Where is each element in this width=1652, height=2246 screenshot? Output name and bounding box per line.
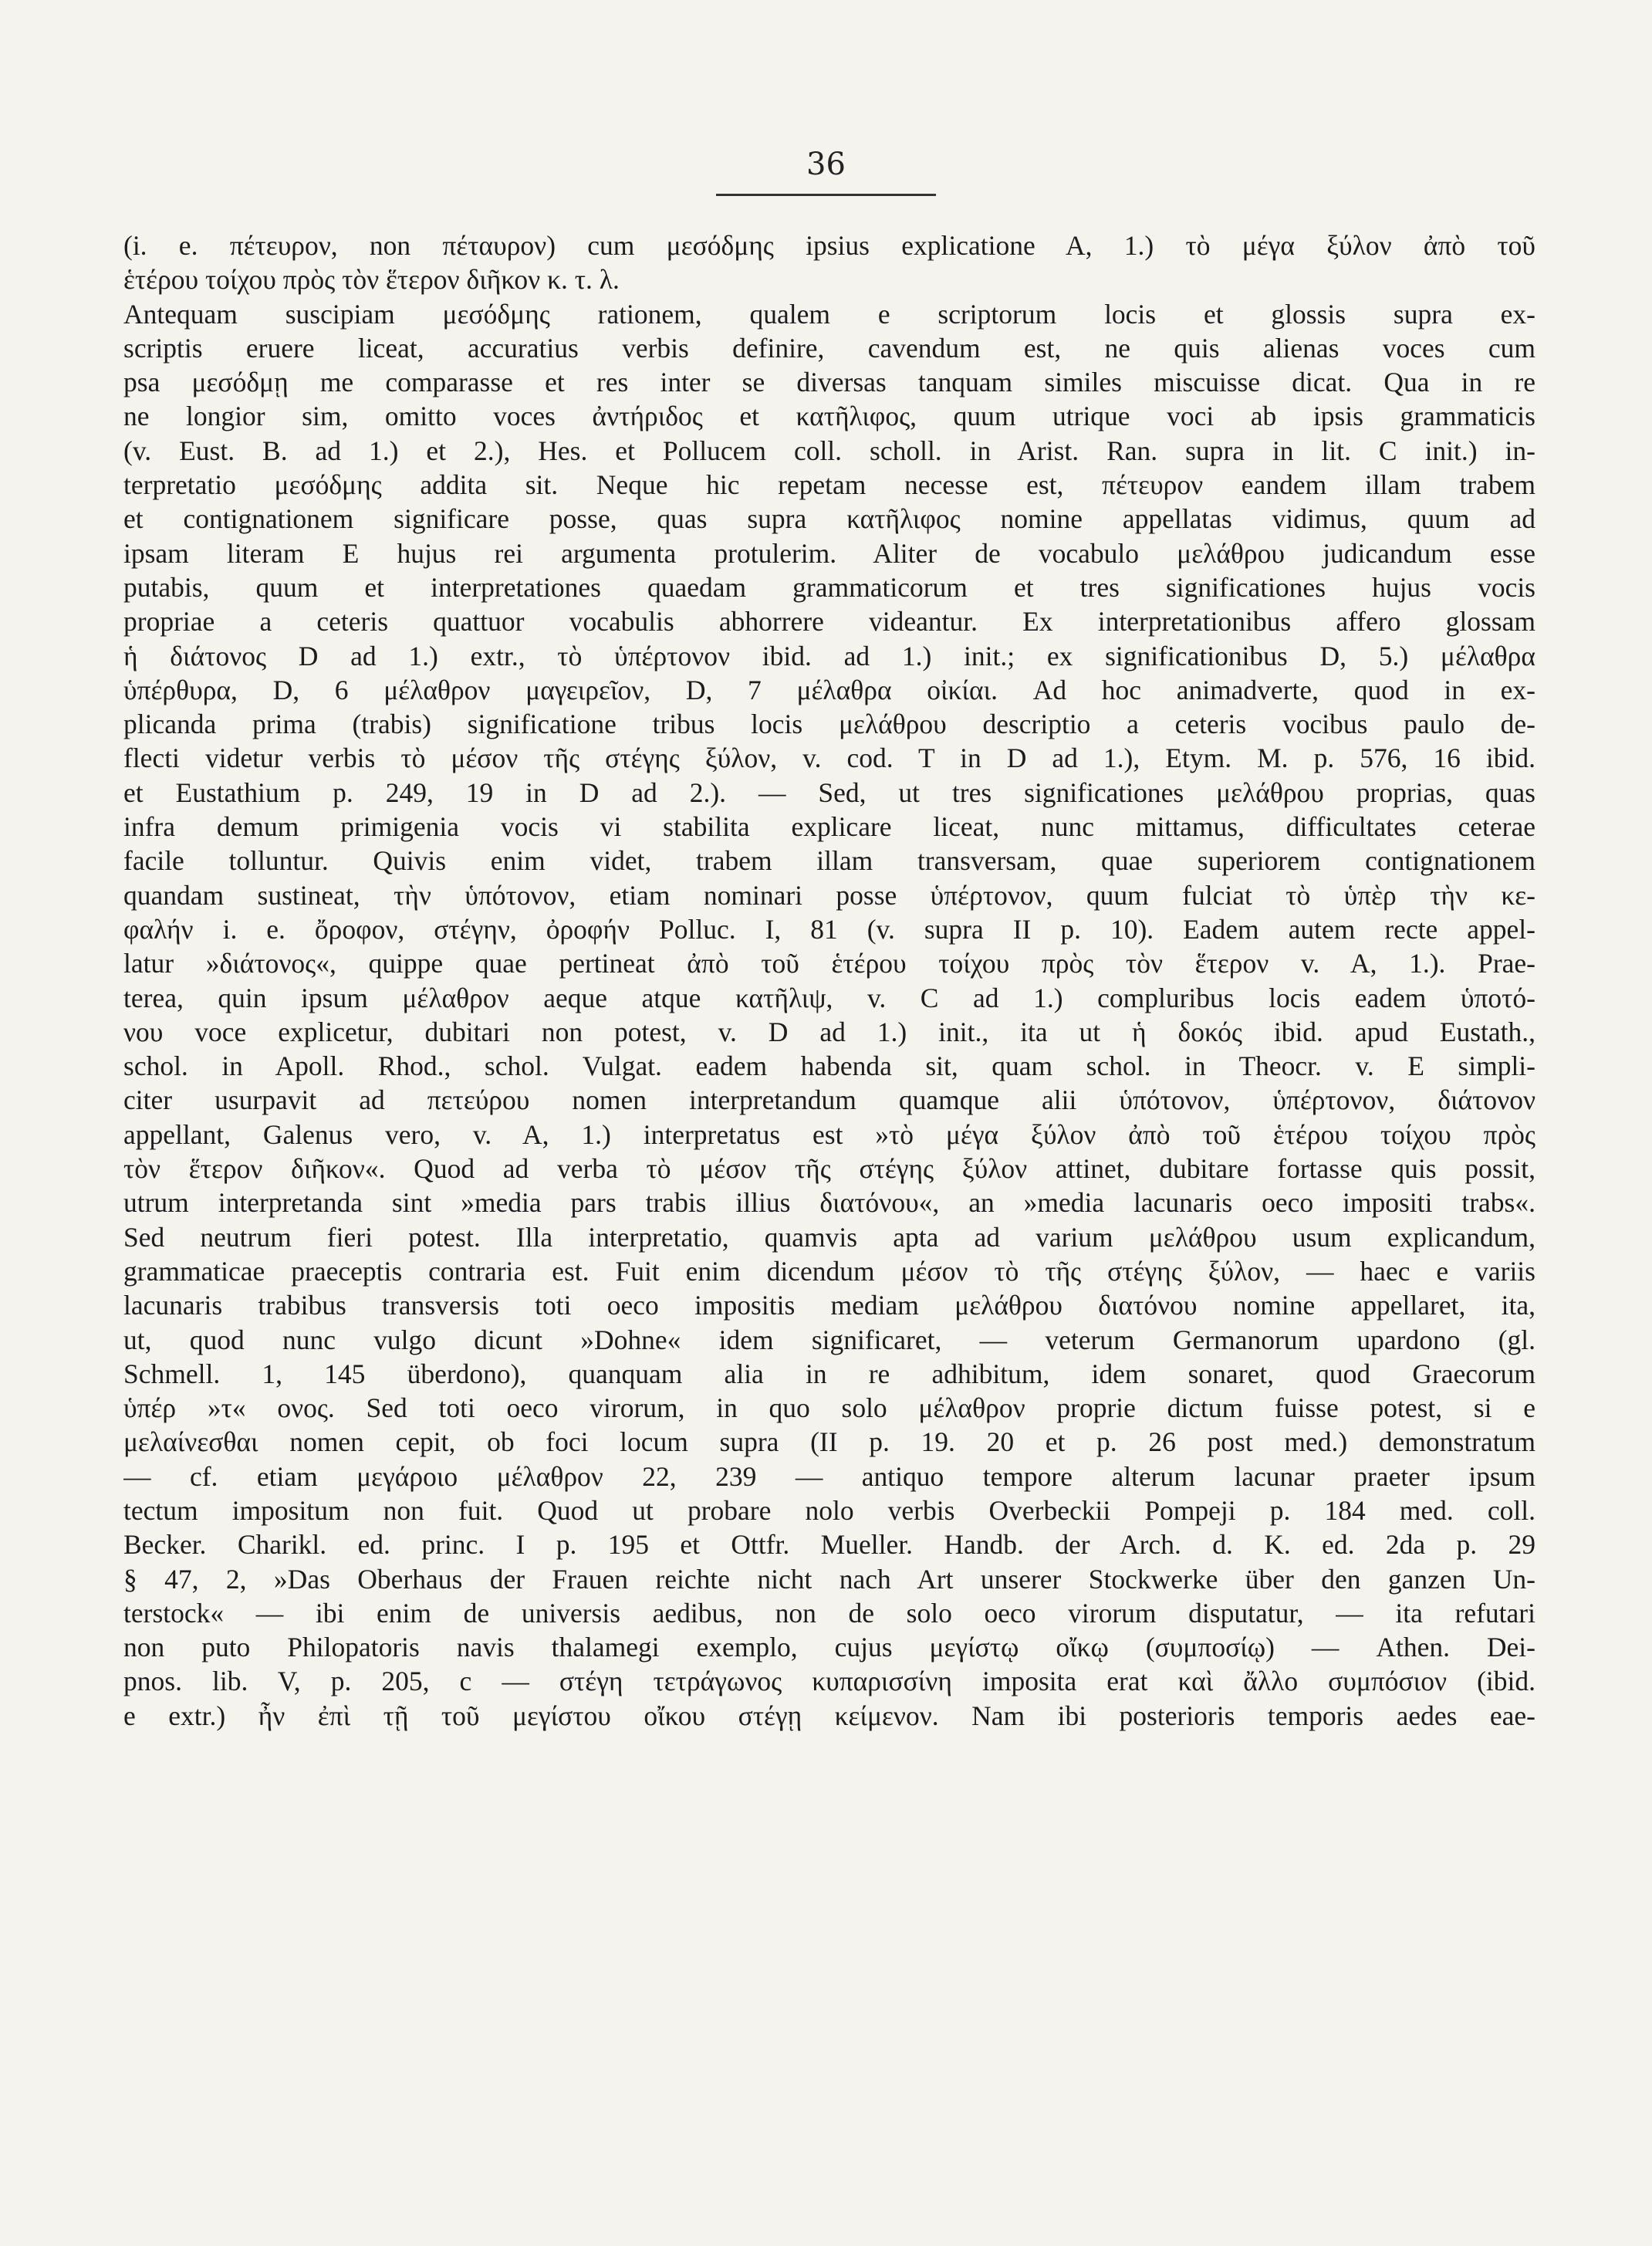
text-line: φαλήν i. e. ὄροφον, στέγην, ὀροφήν Polluc. I, 81 (v. supra II p. 10). Eadem autem recte appel- xyxy=(123,913,1535,945)
text-line: grammaticae praeceptis contraria est. Fuit enim dicendum μέσον τὸ τῆς στέγης ξύλον, — haec e variis xyxy=(123,1255,1535,1287)
page-number: 36 xyxy=(806,147,846,182)
text-line: non puto Philopatoris navis thalamegi exemplo, cujus μεγίστῳ οἴκῳ (συμποσίῳ) — Athen. Dei- xyxy=(123,1632,1535,1663)
text-line: pnos. lib. V, p. 205, c — στέγη τετράγωνος κυπαρισσίνη imposita erat καὶ ἄλλο συμπόσιον (ibid. xyxy=(123,1666,1535,1697)
text-line: ne longior sim, omitto voces ἀντήριδος et κατῆλιφος, quum utrique voci ab ipsis grammaticis xyxy=(123,401,1535,432)
text-line: Becker. Charikl. ed. princ. I p. 195 et Ottfr. Mueller. Handb. der Arch. d. K. ed. 2da p. 29 xyxy=(123,1529,1535,1561)
text-line: ipsam literam E hujus rei argumenta protulerim. Aliter de vocabulo μελάθρου judicandum esse xyxy=(123,537,1535,569)
text-line: tectum impositum non fuit. Quod ut probare nolo verbis Overbeckii Pompeji p. 184 med. coll. xyxy=(123,1494,1535,1526)
text-line: ὑπέρ »τ« ονος. Sed toti oeco virorum, in quo solo μέλαθρον proprie dictum fuisse potest, si e xyxy=(123,1392,1535,1424)
text-line: infra demum primigenia vocis vi stabilita explicare liceat, nunc mittamus, difficultates ceterae xyxy=(123,811,1535,843)
text-line: Sed neutrum fieri potest. Illa interpretatio, quamvis apta ad varium μελάθρου usum explicandum, xyxy=(123,1221,1535,1253)
text-line: psa μεσόδμῃ me comparasse et res inter se diversas tanquam similes miscuisse dicat. Qua in re xyxy=(123,367,1535,398)
text-line: § 47, 2, »Das Oberhaus der Frauen reichte nicht nach Art unserer Stockwerke über den ganzen Un- xyxy=(123,1563,1535,1595)
text-line: (i. e. πέτευρον, non πέταυρον) cum μεσόδμης ipsius explicatione A, 1.) τὸ μέγα ξύλον ἀπὸ τοῦ xyxy=(123,230,1535,261)
text-line: — cf. etiam μεγάροιο μέλαθρον 22, 239 — antiquo tempore alterum lacunar praeter ipsum xyxy=(123,1460,1535,1492)
header-rule xyxy=(716,194,936,196)
text-line: putabis, quum et interpretationes quaedam grammaticorum et tres significationes hujus vocis xyxy=(123,571,1535,603)
text-line: facile tolluntur. Quivis enim videt, trabem illam transversam, quae superiorem contignationem xyxy=(123,845,1535,877)
text-line: quandam sustineat, τὴν ὑπότονον, etiam nominari posse ὑπέρτονον, quum fulciat τὸ ὑπὲρ τὴν κε- xyxy=(123,879,1535,911)
text-line: terpretatio μεσόδμης addita sit. Neque hic repetam necesse est, πέτευρον eandem illam trabem xyxy=(123,469,1535,501)
text-line: latur »διάτονος«, quippe quae pertineat ἀπὸ τοῦ ἑτέρου τοίχου πρὸς τὸν ἕτερον v. A, 1.). Prae- xyxy=(123,948,1535,979)
text-line: terea, quin ipsum μέλαθρον aeque atque κατῆλιψ, v. C ad 1.) compluribus locis eadem ὑποτό- xyxy=(123,982,1535,1013)
text-line: ut, quod nunc vulgo dicunt »Dohne« idem significaret, — veterum Germanorum upardono (gl. xyxy=(123,1324,1535,1355)
text-line: ἡ διάτονος D ad 1.) extr., τὸ ὑπέρτονον ibid. ad 1.) init.; ex significationibus D, 5.) μέλαθρα xyxy=(123,640,1535,671)
text-line: (v. Eust. B. ad 1.) et 2.), Hes. et Pollucem coll. scholl. in Arist. Ran. supra in lit. C init.) in- xyxy=(123,435,1535,466)
text-line: μελαίνεσθαι nomen cepit, ob foci locum supra (II p. 19. 20 et p. 26 post med.) demonstratum xyxy=(123,1426,1535,1458)
text-line: flecti videtur verbis τὸ μέσον τῆς στέγης ξύλον, v. cod. T in D ad 1.), Etym. M. p. 576, 16 ibid. xyxy=(123,742,1535,774)
text-line: appellant, Galenus vero, v. A, 1.) interpretatus est »τὸ μέγα ξύλον ἀπὸ τοῦ ἑτέρου τοίχου πρὸς xyxy=(123,1118,1535,1150)
text-line: τὸν ἕτερον διῆκον«. Quod ad verba τὸ μέσον τῆς στέγης ξύλον attinet, dubitare fortasse quis possit, xyxy=(123,1153,1535,1185)
text-line: e extr.) ἦν ἐπὶ τῇ τοῦ μεγίστου οἴκου στέγῃ κείμενον. Nam ibi posterioris temporis aedes eae- xyxy=(123,1700,1535,1731)
text-line: ὑπέρθυρα, D, 6 μέλαθρον μαγειρεῖον, D, 7 μέλαθρα οἰκίαι. Ad hoc animadverte, quod in ex- xyxy=(123,674,1535,705)
text-line: lacunaris trabibus transversis toti oeco impositis mediam μελάθρου διατόνου nomine appellaret, ita, xyxy=(123,1290,1535,1321)
text-line xyxy=(123,1733,1535,1767)
text-line: citer usurpavit ad πετεύρου nomen interpretandum quamque alii ὑπότονον, ὑπέρτονον, διάτονον xyxy=(123,1084,1535,1116)
text-line: et Eustathium p. 249, 19 in D ad 2.). — Sed, ut tres significationes μελάθρου proprias, quas xyxy=(123,776,1535,808)
text-line: et contignationem significare posse, quas supra κατῆλιφος nomine appellatas vidimus, quum ad xyxy=(123,503,1535,535)
text-line: terstock« — ibi enim de universis aedibus, non de solo oeco virorum disputatur, — ita refutari xyxy=(123,1597,1535,1629)
text-line: plicanda prima (trabis) significatione tribus locis μελάθρου descriptio a ceteris vocibus paulo de- xyxy=(123,709,1535,740)
text-line: scriptis eruere liceat, accuratius verbis definire, cavendum est, ne quis alienas voces cum xyxy=(123,332,1535,364)
text-line: utrum interpretanda sint »media pars trabis illius διατόνου«, an »media lacunaris oeco impositi trabs«. xyxy=(123,1187,1535,1219)
text-line: νου voce explicetur, dubitari non potest, v. D ad 1.) init., ita ut ἡ δοκός ibid. apud Eustath., xyxy=(123,1016,1535,1047)
body-text xyxy=(123,228,1535,1767)
text-line: Antequam suscipiam μεσόδμης rationem, qualem e scriptorum locis et glossis supra ex- xyxy=(123,298,1535,330)
text-line: Schmell. 1, 145 überdono), quanquam alia in re adhibitum, idem sonaret, quod Graecorum xyxy=(123,1358,1535,1389)
text-line: propriae a ceteris quattuor vocabulis abhorrere videantur. Ex interpretationibus affero glossam xyxy=(123,606,1535,638)
text-line: schol. in Apoll. Rhod., schol. Vulgat. eadem habenda sit, quam schol. in Theocr. v. E simpli- xyxy=(123,1050,1535,1082)
text-line: ἑτέρου τοίχου πρὸς τὸν ἕτερον διῆκον κ. τ. λ. xyxy=(123,264,620,296)
